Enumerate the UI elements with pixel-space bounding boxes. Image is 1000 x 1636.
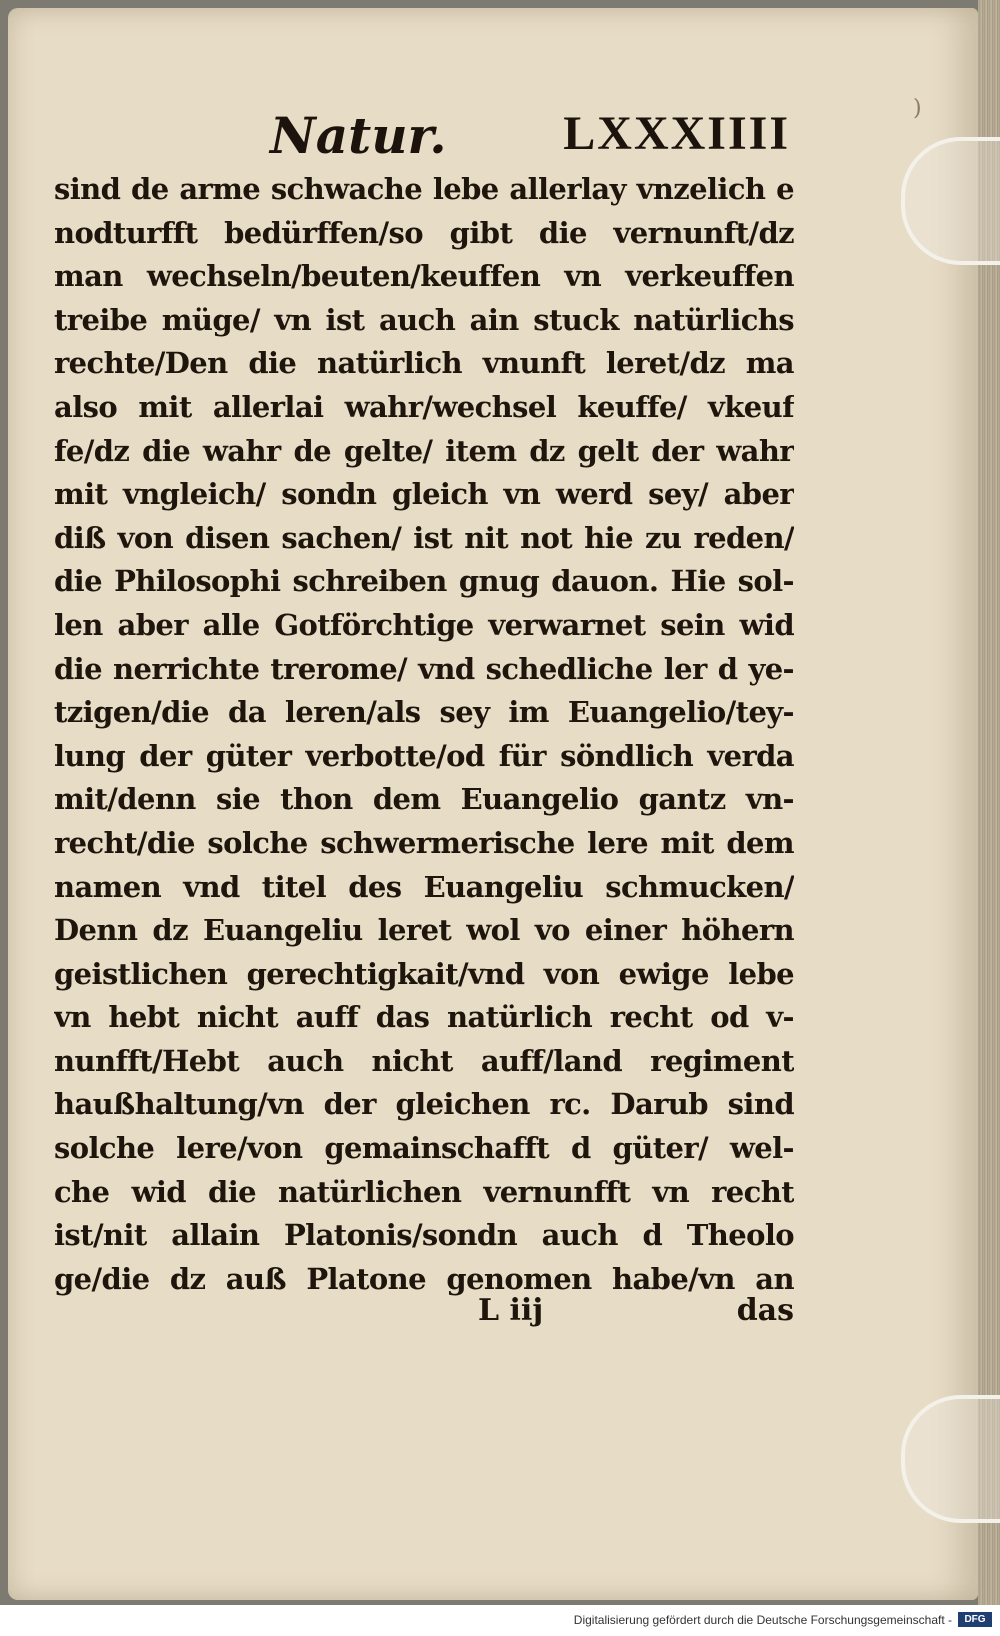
footer-bar [0,1605,1000,1636]
text-line: die nerrichte trerome/ vnd schedliche ler d ye- [54,651,794,686]
text-line: nunfft/Hebt auch nicht auff/land regiment [54,1043,794,1078]
text-line: recht/die solche schwermerische lere mit dem [54,825,794,860]
text-line: namen vnd titel des Euangeliu schmucken/ [54,869,794,904]
book-page [8,8,978,1600]
dfg-logo: DFG [958,1612,992,1627]
text-line: ge/die dz auß Platone genomen habe/vn an [54,1261,794,1296]
text-line: tzigen/die da leren/als sey im Euangelio/tey- [54,695,794,730]
text-line: mit/denn sie thon dem Euangelio gantz vn- [54,782,794,817]
digitization-credit: Digitalisierung gefördert durch die Deutsche Forschungsgemeinschaft - [573,1613,952,1627]
text-line: lung der güter verbotte/od für söndlich verda [54,738,794,773]
text-line: solche lere/von gemainschafft d güter/ wel- [54,1131,794,1166]
text-line: sind de arme schwache lebe allerlay vnzelich e [54,172,794,206]
text-line: che wid die natürlichen vernunfft vn recht [54,1174,794,1209]
text-line: nodturfft bedürffen/so gibt die vernunft/dz [54,215,794,250]
text-line: fe/dz die wahr de gelte/ item dz gelt der wahr [54,433,794,468]
text-line: ist/nit allain Platonis/sondn auch d Theolo [54,1218,794,1253]
text-line: Denn dz Euangeliu leret wol vo einer höhern [54,913,794,948]
stray-mark: ) [913,96,922,121]
text-line: geistlichen gerechtigkait/vnd von ewige lebe [54,956,794,991]
text-line: treibe müge/ vn ist auch ain stuck natürlichs [54,302,794,337]
text-line: mit vngleich/ sondn gleich vn werd sey/ aber [54,477,794,512]
running-head-title: Natur. [270,106,447,165]
text-line: rechte/Den die natürlich vnunft leret/dz ma [54,346,794,381]
text-line: haußhaltung/vn der gleichen rc. Darub sind [54,1087,794,1122]
folio-number: LXXXIIII [563,107,790,160]
body-text [54,168,794,1301]
text-line: diß von disen sachen/ ist nit not hie zu reden/ [54,520,794,555]
signature-mark: L iij [478,1293,544,1328]
catchline [478,1293,794,1337]
text-line: die Philosophi schreiben gnug dauon. Hie sol- [54,564,794,599]
catchword: das [736,1293,794,1328]
text-line: also mit allerlai wahr/wechsel keuffe/ vkeuf [54,389,794,424]
text-line: vn hebt nicht auff das natürlich recht od v- [54,1000,794,1035]
text-line: man wechseln/beuten/keuffen vn verkeuffen [54,259,794,294]
text-line: len aber alle Gotförchtige verwarnet sein wid [54,607,794,642]
running-head [270,106,790,176]
